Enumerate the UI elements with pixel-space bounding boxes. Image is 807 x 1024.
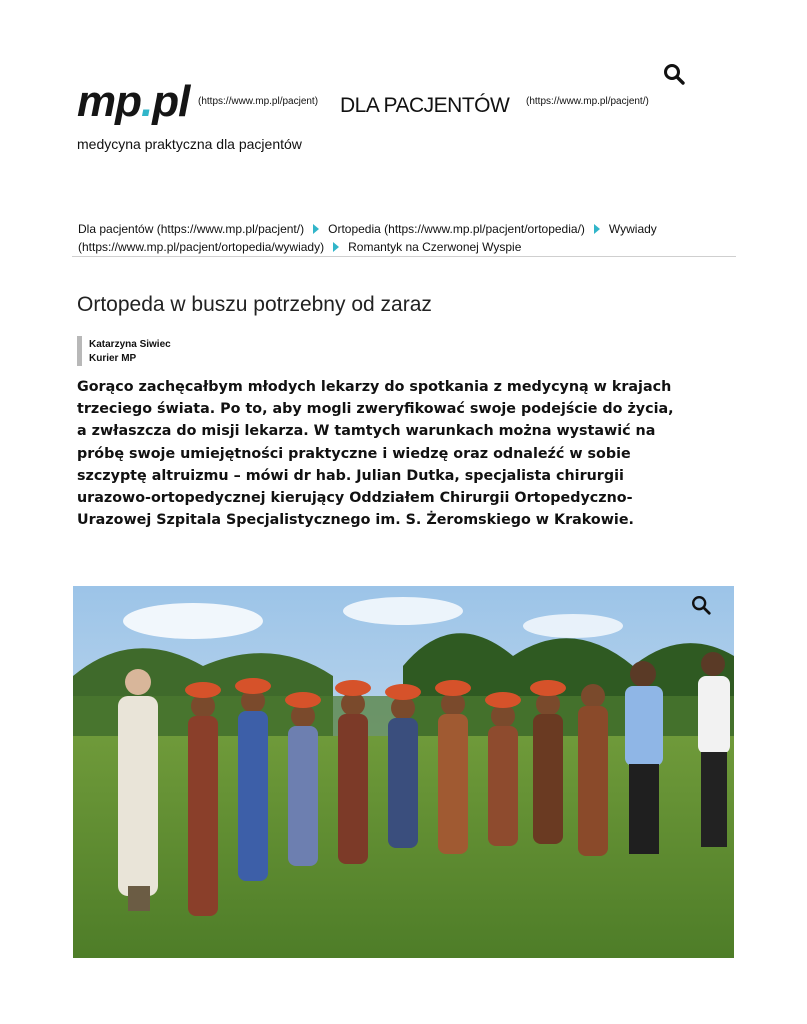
author-accent-bar <box>77 336 82 366</box>
breadcrumb-arrow-icon <box>333 242 339 252</box>
breadcrumb-item-wywiady[interactable]: Wywiady (https://www.mp.pl/pacjent/ortopedia/wywiady) <box>78 222 657 254</box>
breadcrumb <box>78 220 718 256</box>
logo-text-mp: mp <box>77 77 141 126</box>
article-title: Ortopeda w buszu potrzebny od zaraz <box>77 293 432 316</box>
author-name: Katarzyna Siwiec <box>89 339 171 350</box>
breadcrumb-arrow-icon <box>594 224 600 234</box>
header-divider <box>72 256 736 257</box>
site-logo[interactable] <box>77 77 190 126</box>
breadcrumb-item-current: Romantyk na Czerwonej Wyspie <box>348 240 522 254</box>
breadcrumb-arrow-icon <box>313 224 319 234</box>
site-tagline: medycyna praktyczna dla pacjentów <box>77 136 302 152</box>
breadcrumb-item-dla-pacjentow[interactable]: Dla pacjentów (https://www.mp.pl/pacjent/) <box>78 222 305 236</box>
author-block <box>89 338 171 366</box>
section-link-url[interactable]: (https://www.mp.pl/pacjent/) <box>526 96 649 107</box>
logo-dot: . <box>141 77 153 126</box>
logo-link-url[interactable]: (https://www.mp.pl/pacjent) <box>198 96 319 107</box>
zoom-icon[interactable] <box>690 594 712 616</box>
search-icon[interactable] <box>662 62 686 86</box>
section-name[interactable]: DLA PACJENTÓW <box>340 94 510 117</box>
article-lead: Gorąco zachęcałbym młodych lekarzy do spotkania z medycyną w krajach trzeciego świata. Po to, aby mogli zweryfikować swoje podejście do życia, a zwłaszcza do misji lekarza. W tamtych warunkach można wystawić na próbę swoje umiejętności praktyczne i wiedzę oraz odnaleźć w sobie szczyptę altruizmu – mówi dr hab. Julian Dutka, specjalista chirurgii urazowo-ortopedycznej kierujący Oddziałem Chirurgii Ortopedyczno-Urazowej Szpitala Specjalistycznego im. S. Żeromskiego w Krakowie. <box>77 379 674 529</box>
breadcrumb-item-ortopedia[interactable]: Ortopedia (https://www.mp.pl/pacjent/ortopedia/) <box>328 222 585 236</box>
author-source: Kurier MP <box>89 353 137 364</box>
logo-text-pl: pl <box>152 77 190 126</box>
article-photo[interactable] <box>73 586 734 958</box>
